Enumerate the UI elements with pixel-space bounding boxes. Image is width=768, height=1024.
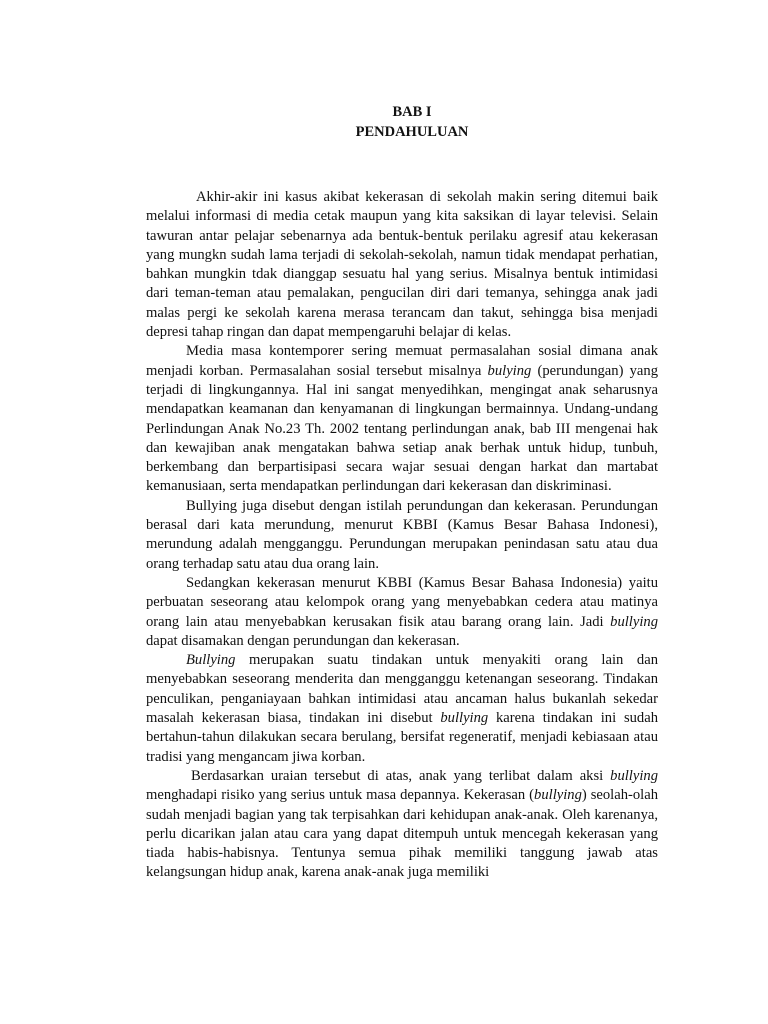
heading-spacer	[146, 142, 658, 188]
paragraph-media	[146, 342, 658, 496]
italic-term: bullying	[610, 613, 658, 630]
italic-term: bulying	[487, 362, 532, 379]
paragraph-text: Media masa kontemporer sering memuat permasalahan sosial dimana anak menjadi korban. Permasalahan sosial tersebut misalnya	[146, 343, 658, 379]
paragraph-text: Akhir-akir ini kasus akibat kekerasan di sekolah makin sering ditemui baik melalui informasi di media cetak maupun yang kita saksikan di layar televisi. Selain tawuran antar pelajar sebenarnya ada bentuk-bentuk perilaku agresif atau kekerasan yang mungkn sudah lama terjadi di sekolah-sekolah, namun tidak mendapat perhatian, bahkan mungkin tdak dianggap sesuatu hal yang serius. Misalnya bentuk intimidasi dari teman-teman atau pemalakan, pengucilan diri dari temanya, sehingga anak jadi malas pergi ke sekolah karena merasa terancam dan takut, sehingga bisa menjadi depresi tahap ringan dan dapat mempengaruhi belajar di kelas.	[146, 189, 658, 341]
paragraph-text: Berdasarkan uraian tersebut di atas, anak yang terlibat dalam aksi	[191, 767, 611, 784]
paragraph-text: Bullying juga disebut dengan istilah perundungan dan kekerasan. Perundungan berasal dari kata merundung, menurut KBBI (Kamus Besar Bahasa Indonesi), merundung adalah mengganggu. Perundungan merupakan penindasan satu atau dua orang terhadap satu atau dua orang lain.	[146, 497, 658, 572]
paragraph-kekerasan	[146, 574, 658, 651]
italic-term: bullying	[440, 710, 489, 727]
paragraph-text: ) seolah-olah sudah menjadi bagian yang tak terpisahkan dari kehidupan anak-anak. Oleh karenanya, perlu dicarikan jalan atau cara yang dapat ditempuh untuk mencegah kekerasan yang tiada habis-habisnya. Tentunya semua pihak memiliki tanggung jawab atas kelangsungan hidup anak, karena anak-anak juga memiliki	[146, 787, 658, 881]
paragraph-text: (perundungan) yang terjadi di lingkungannya. Hal ini sangat menyedihkan, mengingat anak seharusnya mendapatkan keamanan dan kenyamanan di lingkungan bermainnya. Undang-undang Perlindungan Anak No.23 Th. 2002 tentang perlindungan anak, bab III mengenai hak dan kewajiban anak mengatakan bahwa setiap anak berhak untuk hidup, tunbuh, berkembang dan berpartisipasi secara wajar sesuai dengan harkat dan martabat kemanusiaan, serta mendapatkan perlindungan dari kekerasan dan diskriminasi.	[146, 362, 658, 495]
chapter-title: PENDAHULUAN	[355, 124, 469, 140]
paragraph-definition	[146, 497, 658, 574]
chapter-number: BAB I	[392, 104, 432, 120]
italic-term: Bullying	[186, 652, 236, 669]
paragraph-text: dapat disamakan dengan perundungan dan kekerasan.	[146, 632, 460, 649]
paragraph-text: merupakan suatu tindakan untuk menyakiti orang lain dan menyebabkan seseorang menderita dan mengganggu ketenangan seseorang. Tindakan penculikan, penganiayaan bahkan intimidasi atau ancaman halus bukanlah sekedar masalah kekerasan biasa, tindakan ini disebut	[146, 652, 658, 727]
paragraph-bullying	[146, 651, 658, 767]
paragraph-text: menghadapi risiko yang serius untuk masa depannya. Kekerasan (	[146, 787, 535, 804]
paragraph-text: Sedangkan kekerasan menurut KBBI (Kamus Besar Bahasa Indonesia) yaitu perbuatan seseorang atau kelompok orang yang menyebabkan cedera atau matinya orang lain atau menyebabkan kerusakan fisik atau barang orang lain. Jadi	[146, 574, 658, 630]
chapter-heading	[146, 102, 658, 142]
paragraph-conclusion	[146, 767, 658, 883]
paragraph-intro	[146, 188, 658, 342]
page-content	[146, 102, 658, 883]
italic-term: bullying	[534, 787, 582, 804]
paragraph-text: karena tindakan ini sudah bertahun-tahun dilakukan secara berulang, bersifat regeneratif, menjadi kebiasaan atau tradisi yang mengancam jiwa korban.	[146, 710, 658, 765]
italic-term: bullying	[610, 767, 658, 784]
